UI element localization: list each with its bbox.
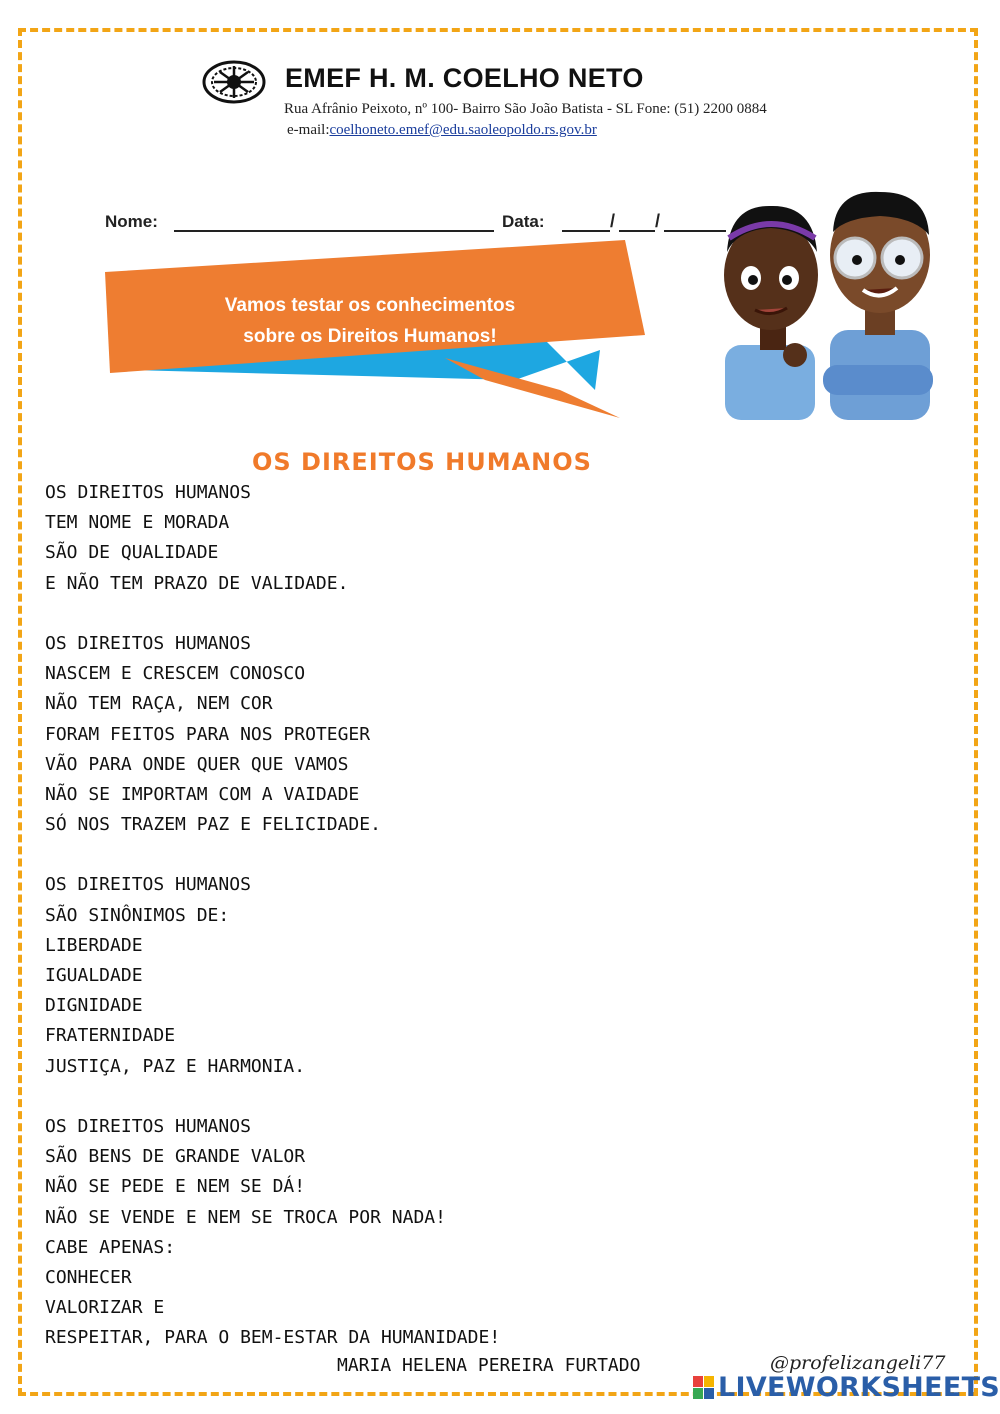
liveworksheets-brand[interactable]: LIVEWORKSHEETS [718, 1372, 1000, 1403]
school-address: Rua Afrânio Peixoto, nº 100- Bairro São João Batista - SL Fone: (51) 2200 0884 [284, 101, 767, 117]
poem-line: TEM NOME E MORADA [45, 512, 230, 534]
poem-line: NÃO TEM RAÇA, NEM COR [45, 693, 273, 715]
poem-line: CONHECER [45, 1266, 132, 1288]
date-day-field[interactable] [562, 230, 610, 232]
school-logo [200, 58, 268, 106]
poem-line: OS DIREITOS HUMANOS [45, 1115, 251, 1137]
poem-line: E NÃO TEM PRAZO DE VALIDADE. [45, 572, 349, 594]
school-email-line [287, 122, 597, 139]
poem-body [45, 478, 500, 1353]
poem-line: OS DIREITOS HUMANOS [45, 632, 251, 654]
data-label: Data: [502, 212, 545, 231]
poem-line: RESPEITAR, PARA O BEM-ESTAR DA HUMANIDADE! [45, 1327, 501, 1349]
poem-line: CABE APENAS: [45, 1236, 176, 1258]
poem-line: NÃO SE PEDE E NEM SE DÁ! [45, 1176, 306, 1198]
nome-label: Nome: [105, 212, 158, 231]
email-prefix: e-mail: [287, 122, 330, 138]
date-month-field[interactable] [619, 230, 655, 232]
banner-line-2: sobre os Direitos Humanos! [243, 326, 497, 347]
poem-line: LIBERDADE [45, 934, 143, 956]
poem-title: OS DIREITOS HUMANOS [252, 448, 592, 476]
poem-line: SÃO DE QUALIDADE [45, 542, 219, 564]
poem-line: SÃO BENS DE GRANDE VALOR [45, 1146, 306, 1168]
nome-field[interactable] [174, 230, 494, 232]
poem-line: OS DIREITOS HUMANOS [45, 874, 251, 896]
poem-line: NÃO SE VENDE E NEM SE TROCA POR NADA! [45, 1206, 446, 1228]
date-slash: / [610, 211, 616, 231]
poem-line: DIGNIDADE [45, 995, 143, 1017]
author-handle: @profelizangeli77 [770, 1352, 946, 1374]
banner-text [190, 290, 550, 352]
banner-line-1: Vamos testar os conhecimentos [224, 295, 516, 316]
email-link[interactable]: coelhoneto.emef@edu.saoleopoldo.rs.gov.br [329, 122, 597, 138]
children-illustration [705, 180, 950, 420]
poem-line: FORAM FEITOS PARA NOS PROTEGER [45, 723, 371, 745]
poem-line: VÃO PARA ONDE QUER QUE VAMOS [45, 753, 349, 775]
poem-author: MARIA HELENA PEREIRA FURTADO [337, 1355, 641, 1376]
poem-line: NASCEM E CRESCEM CONOSCO [45, 663, 306, 685]
poem-line: SÃO SINÔNIMOS DE: [45, 904, 230, 926]
poem-line: SÓ NOS TRAZEM PAZ E FELICIDADE. [45, 814, 381, 836]
school-name: EMEF H. M. COELHO NETO [285, 63, 644, 93]
poem-line: OS DIREITOS HUMANOS [45, 482, 251, 503]
poem-line: IGUALDADE [45, 965, 143, 986]
poem-line: JUSTIÇA, PAZ E HARMONIA. [45, 1055, 306, 1077]
liveworksheets-logo-icon [693, 1376, 715, 1400]
poem-line: FRATERNIDADE [45, 1025, 176, 1047]
poem-line: NÃO SE IMPORTAM COM A VAIDADE [45, 783, 360, 805]
date-slash: / [655, 211, 661, 231]
poem-line: VALORIZAR E [45, 1297, 165, 1319]
